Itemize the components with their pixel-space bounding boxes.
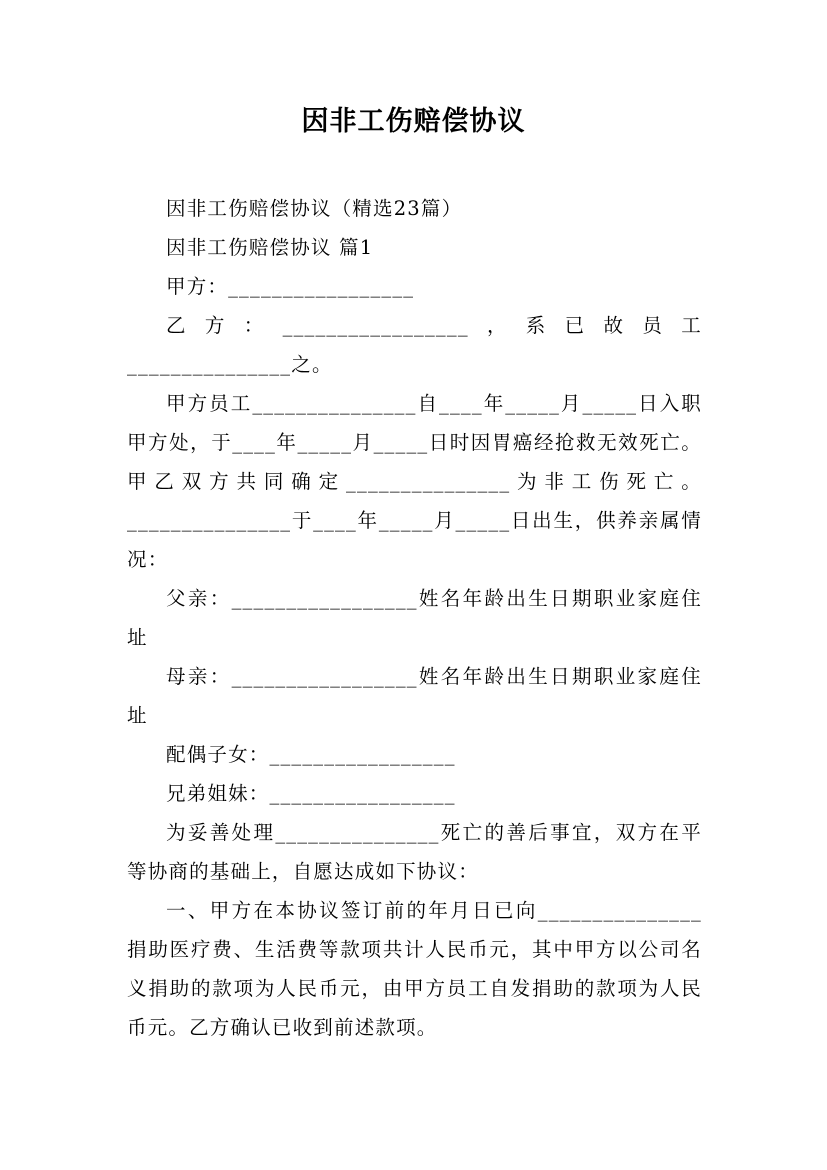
paragraph-party-a: 甲方：_________________ (166, 275, 415, 298)
document-body (127, 189, 702, 1047)
paragraph-subtitle: 因非工伤赔偿协议（精选23篇） (166, 197, 463, 220)
paragraph-purpose: 为妥善处理_______________死亡的善后事宜，双方在平等协商的基础上，自愿达成如下协议： (127, 821, 702, 883)
paragraph-section-heading: 因非工伤赔偿协议 篇1 (166, 236, 374, 259)
paragraph-father: 父亲：_________________姓名年龄出生日期职业家庭住址 (127, 587, 702, 649)
paragraph-employee-info: 甲方员工_______________自____年_____月_____日入职甲方处，于____年_____月_____日时因胃癌经抢救无效死亡。甲乙双方共同确定_______________为非工伤死亡。_______________于____年_____月_____日出生，供养亲属情况： (127, 392, 702, 571)
paragraph-clause-1: 一、甲方在本协议签订前的年月日已向_______________捐助医疗费、生活费等款项共计人民币元，其中甲方以公司名义捐助的款项为人民币元，由甲方员工自发捐助的款项为人民币元。乙方确认已收到前述款项。 (127, 899, 702, 1039)
paragraph-party-b: 乙方：_________________，系已故员工_______________之。 (127, 314, 702, 376)
paragraph-spouse-children: 配偶子女：_________________ (166, 743, 456, 766)
document-title: 因非工伤赔偿协议 (301, 106, 526, 137)
paragraph-siblings: 兄弟姐妹：_________________ (166, 782, 456, 805)
paragraph-mother: 母亲：_________________姓名年龄出生日期职业家庭住址 (127, 665, 702, 727)
